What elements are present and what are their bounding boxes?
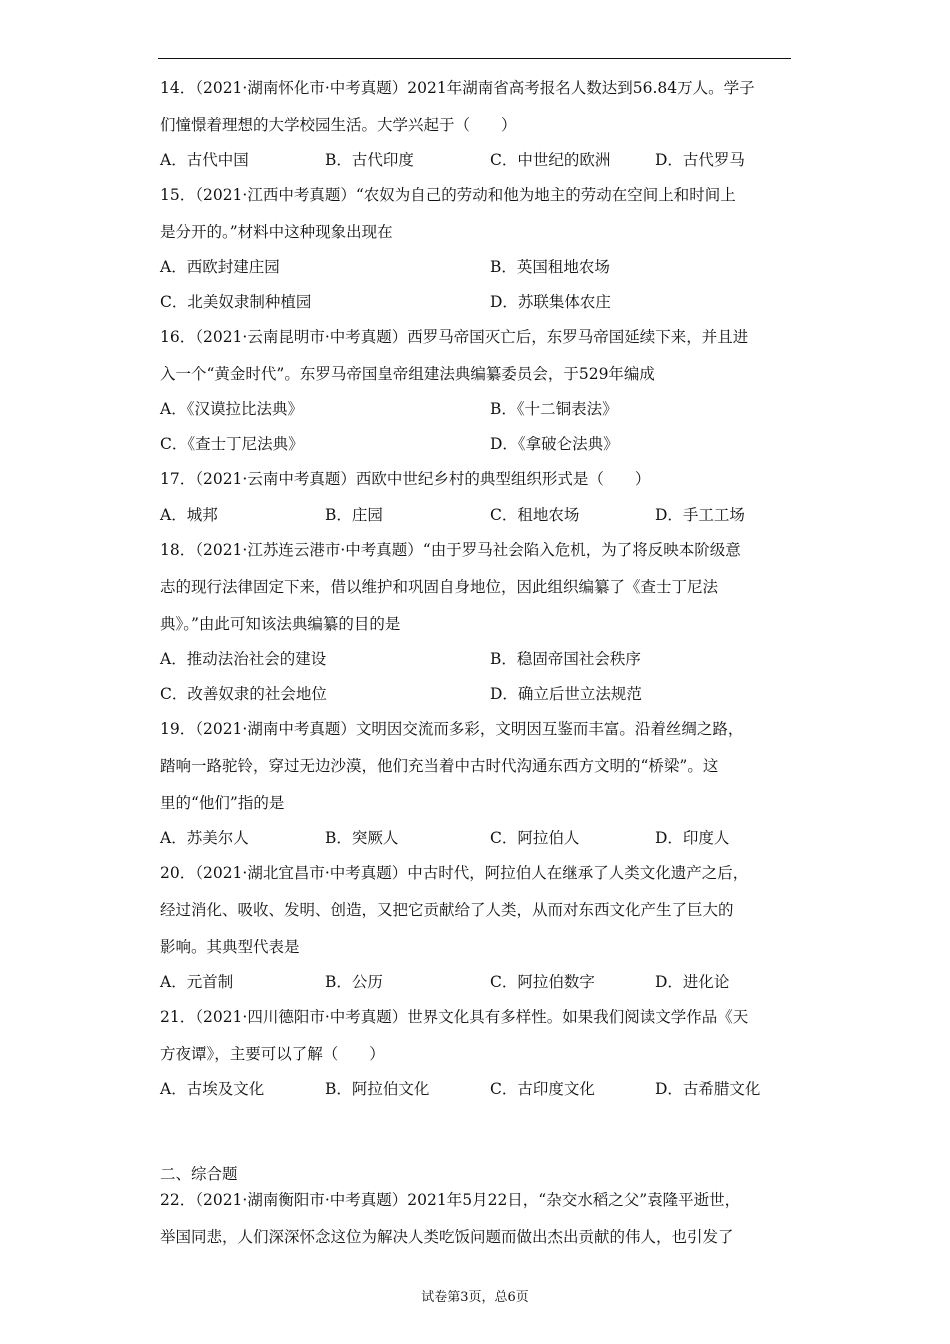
q19-option-b[interactable]: B．突厥人	[325, 829, 399, 847]
question-19-line-2: 踏响一路驼铃，穿过无边沙漠，他们充当着中古时代沟通东西方文明的“桥梁”。这	[160, 757, 719, 775]
q20-option-b[interactable]: B．公历	[325, 973, 383, 991]
q14-option-d[interactable]: D．古代罗马	[655, 151, 745, 169]
q18-option-b[interactable]: B．稳固帝国社会秩序	[490, 650, 641, 668]
q17-option-b[interactable]: B．庄园	[325, 506, 383, 524]
q16-option-d[interactable]: D．《拿破仑法典》	[490, 435, 619, 453]
question-19-line-1: 19．（2021·湖南中考真题）文明因交流而多彩，文明因互鉴而丰富。沿着丝绸之路，	[160, 720, 744, 738]
q19-option-a[interactable]: A．苏美尔人	[160, 829, 249, 847]
header-rule	[158, 58, 791, 59]
q15-option-c[interactable]: C．北美奴隶制种植园	[160, 293, 312, 311]
q18-option-d[interactable]: D．确立后世立法规范	[490, 685, 642, 703]
q14-option-b[interactable]: B．古代印度	[325, 151, 414, 169]
question-20-line-1: 20．（2021·湖北宜昌市·中考真题）中古时代，阿拉伯人在继承了人类文化遗产之后，	[160, 864, 749, 882]
question-18-line-2: 志的现行法律固定下来，借以维护和巩固自身地位，因此组织编纂了《查士丁尼法	[160, 578, 719, 596]
q21-option-c[interactable]: C．古印度文化	[490, 1080, 595, 1098]
q18-option-a[interactable]: A．推动法治社会的建设	[160, 650, 327, 668]
question-17-line-1: 17．（2021·云南中考真题）西欧中世纪乡村的典型组织形式是（ ）	[160, 470, 651, 488]
q21-option-a[interactable]: A．古埃及文化	[160, 1080, 265, 1098]
q17-option-c[interactable]: C．租地农场	[490, 506, 580, 524]
q15-option-d[interactable]: D．苏联集体农庄	[490, 293, 611, 311]
question-16-line-1: 16．（2021·云南昆明市·中考真题）西罗马帝国灭亡后，东罗马帝国延续下来，并且进	[160, 328, 749, 346]
q20-option-d[interactable]: D．进化论	[655, 973, 730, 991]
question-14-line-1: 14．（2021·湖南怀化市·中考真题）2021年湖南省高考报名人数达到56.84万人。学子	[160, 79, 755, 97]
question-21-line-1: 21．（2021·四川德阳市·中考真题）世界文化具有多样性。如果我们阅读文学作品《天	[160, 1008, 749, 1026]
question-22-line-2: 举国同悲，人们深深怀念这位为解决人类吃饭问题而做出杰出贡献的伟人，也引发了	[160, 1228, 734, 1246]
question-15-line-1: 15．（2021·江西中考真题）“农奴为自己的劳动和他为地主的劳动在空间上和时间上	[160, 186, 736, 204]
q19-option-c[interactable]: C．阿拉伯人	[490, 829, 580, 847]
q16-option-a[interactable]: A．《汉谟拉比法典》	[160, 400, 303, 418]
q14-option-a[interactable]: A．古代中国	[160, 151, 249, 169]
question-22-line-1: 22．（2021·湖南衡阳市·中考真题）2021年5月22日，“杂交水稻之父”袁隆平逝世，	[160, 1191, 741, 1209]
q14-option-c[interactable]: C．中世纪的欧洲	[490, 151, 611, 169]
q17-option-d[interactable]: D．手工工场	[655, 506, 745, 524]
q16-option-b[interactable]: B．《十二铜表法》	[490, 400, 618, 418]
q15-option-b[interactable]: B．英国租地农场	[490, 258, 610, 276]
q15-option-a[interactable]: A．西欧封建庄园	[160, 258, 280, 276]
question-19-line-3: 里的“他们”指的是	[160, 794, 285, 812]
q16-option-c[interactable]: C．《查士丁尼法典》	[160, 435, 304, 453]
question-18-line-3: 典》。”由此可知该法典编纂的目的是	[160, 615, 401, 633]
section-title: 二、综合题	[160, 1165, 238, 1183]
question-20-line-3: 影响。其典型代表是	[160, 938, 300, 956]
question-14-line-2: 们憧憬着理想的大学校园生活。大学兴起于（ ）	[160, 116, 517, 134]
q21-option-b[interactable]: B．阿拉伯文化	[325, 1080, 430, 1098]
q20-option-c[interactable]: C．阿拉伯数字	[490, 973, 595, 991]
q18-option-c[interactable]: C．改善奴隶的社会地位	[160, 685, 327, 703]
question-21-line-2: 方夜谭》，主要可以了解（ ）	[160, 1045, 385, 1063]
question-20-line-2: 经过消化、吸收、发明、创造，又把它贡献给了人类，从而对东西文化产生了巨大的	[160, 901, 734, 919]
q19-option-d[interactable]: D．印度人	[655, 829, 730, 847]
page-footer: 试卷第3页，总6页	[421, 1290, 529, 1305]
q20-option-a[interactable]: A．元首制	[160, 973, 234, 991]
question-15-line-2: 是分开的。”材料中这种现象出现在	[160, 223, 393, 241]
question-18-line-1: 18．（2021·江苏连云港市·中考真题）“由于罗马社会陷入危机，为了将反映本阶级意	[160, 541, 741, 559]
q21-option-d[interactable]: D．古希腊文化	[655, 1080, 761, 1098]
question-16-line-2: 入一个“黄金时代”。东罗马帝国皇帝组建法典编纂委员会，于529年编成	[160, 365, 655, 383]
q17-option-a[interactable]: A．城邦	[160, 506, 218, 524]
